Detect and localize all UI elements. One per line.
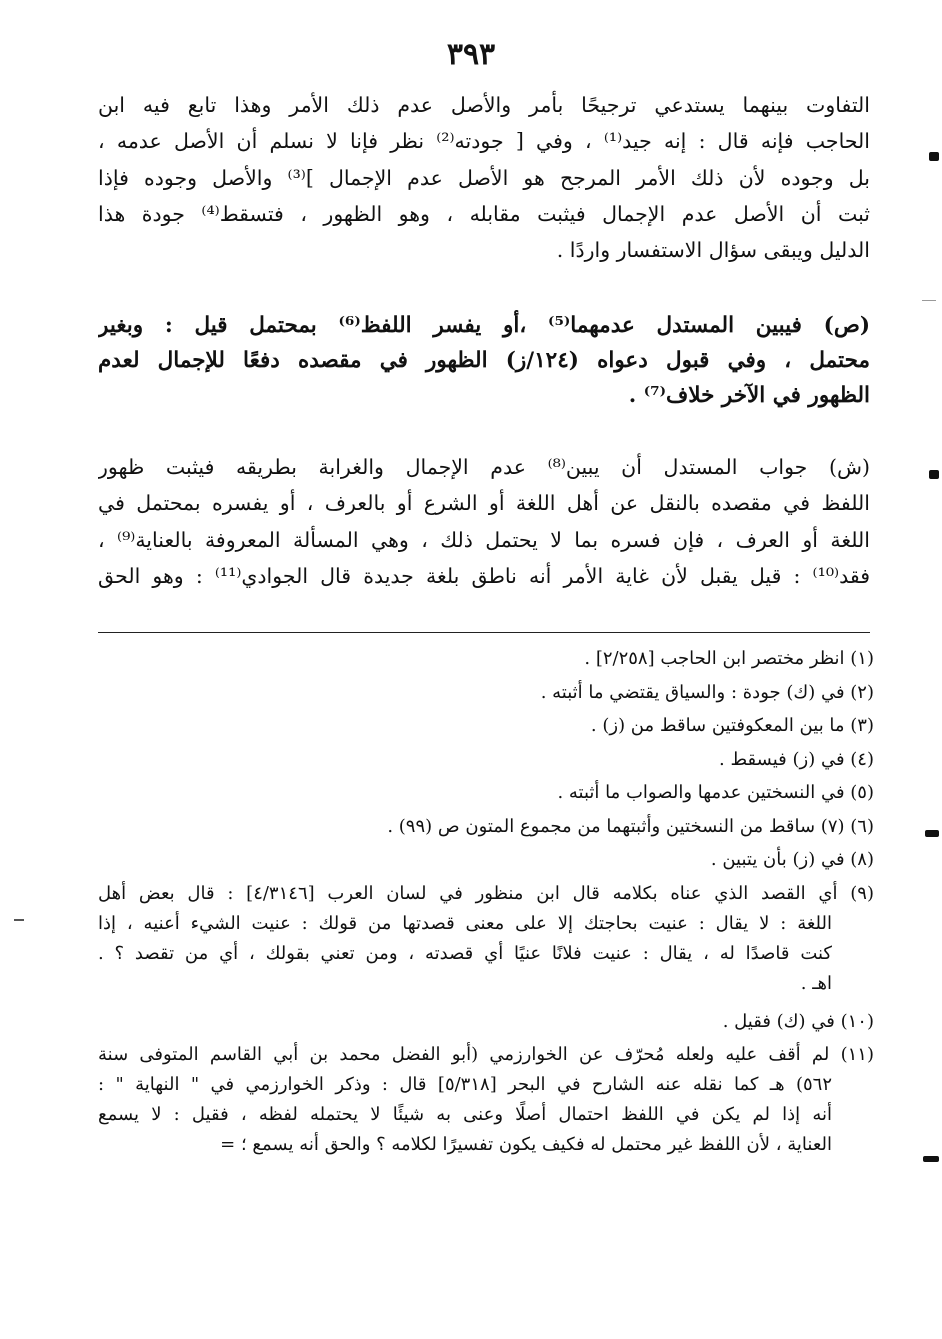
margin-tick [922, 300, 936, 301]
margin-mark [929, 152, 939, 161]
footnote-line: (٩) أي القصد الذي عناه بكلامه قال ابن منظور في لسان العرب [٤/٣١٤٦] : قال بعض أهل [98, 882, 874, 904]
footnote-line: أنه إذا لم يكن في اللفظ احتمال أصلًا وعنى به شيئًا لا يحتمله لفظه ، فقيل : لا يسمع [98, 1104, 832, 1125]
footnote-5 [98, 778, 874, 812]
footnote-line: (٣) ما بين المعكوفتين ساقط من (ز) . [590, 715, 874, 736]
footnote-3 [98, 711, 874, 745]
paragraph-2-matn [98, 308, 870, 413]
text-line: (ش) جواب المستدل أن يبين⁽⁸⁾ عدم الإجمال والغرابة بطريقه فيثبت ظهور [98, 455, 870, 479]
footnote-9 [98, 879, 874, 999]
footnote-line: (٢) في (ك) جودة : والسياق يقتضي ما أثبته . [540, 681, 874, 703]
paragraph-1 [98, 87, 870, 268]
text-line: (ص) فيبين المستدل عدمهما⁽⁵⁾ ،أو يفسر اللفظ⁽⁶⁾ بمحتمل قيل : وبغير [98, 313, 870, 338]
footnote-line: (٦) (٧) ساقط من النسختين وأثبتهما من مجموع المتون ص (٩٩) . [387, 815, 874, 837]
footnote-8 [98, 845, 874, 879]
margin-mark [923, 1156, 939, 1162]
paragraph-3-sharh [98, 449, 870, 594]
margin-tick [14, 919, 24, 921]
footnote-10 [98, 1007, 874, 1041]
text-line: بل وجوده لأن ذلك الأمر المرجح هو الأصل عدم الإجمال ]⁽³⁾ والأصل وجوده فإذا [98, 165, 870, 190]
footnote-line: (١١) لم أقف عليه ولعله مُحرّف عن الخوارزمي (أبو الفضل محمد بن أبي القاسم المتوفى سنة [98, 1044, 874, 1065]
footnote-line: (١) انظر مختصر ابن الحاجب [٢/٢٥٨] . [584, 648, 874, 669]
text-line: الدليل ويبقى سؤال الاستفسار واردًا . [556, 238, 870, 263]
footnote-line: كنت قاصدًا له ، يقال : عنيت فلانًا عنيًا أي قصدته ، ومن تعني بقولك ، أي من تقصد ؟ . [98, 942, 832, 964]
text-line: اللغة أو العرف ، فإن فسره بما لا يحتمل ذلك ، وهي المسألة المعروفة بالعناية⁽⁹⁾ ، [98, 527, 870, 552]
footnote-line: العناية ، لأن اللفظ غير محتمل له فكيف يكون تفسيرًا لكلامه ؟ والحق أنه يسمع ؛ = [220, 1134, 832, 1155]
footnote-line: (٨) في (ز) بأن يتبين . [710, 849, 874, 870]
footnote-6-7 [98, 812, 874, 846]
text-line: الحاجب فإنه قال : إنه جيد⁽¹⁾ ، وفي [ جودته⁽²⁾ نظر فإنا لا نسلم أن الأصل عدمه ، [98, 129, 870, 154]
text-line: التفاوت بينهما يستدعي ترجيحًا بأمر والأصل عدم ذلك الأمر وهذا تابع فيه ابن [98, 93, 870, 117]
text-line: اللفظ في مقصده بالنقل عن أهل اللغة أو الشرع أو بالعرف ، أو يفسره بمحتمل في [98, 491, 870, 516]
margin-mark [929, 470, 939, 479]
margin-mark [925, 830, 939, 837]
page-number: ٣٩٣ [446, 37, 496, 72]
footnote-separator [98, 632, 870, 633]
footnote-line: اللغة : لا يقال : عنيت بحاجتك إلا على معنى قصدتها من قولك : عنيت الشيء أعنيه ، إذا [98, 912, 832, 934]
footnote-11 [98, 1040, 874, 1160]
text-line: محتمل ، وفي قبول دعواه (١٢٤/ز) الظهور في مقصده دفعًا للإجمال لعدم [98, 348, 870, 373]
footnote-line: (٤) في (ز) فيسقط . [719, 748, 874, 770]
text-line: فقد⁽¹⁰⁾ : قيل يقبل لأن غاية الأمر أنه ناطق بلغة جديدة قال الجوادي⁽¹¹⁾ : وهو الحق [98, 563, 870, 588]
footnote-line: ٥٦٢) هـ كما نقله عنه الشارح في البحر [٥/٣١٨] قال : وذكر الخوارزمي في " النهاية " : [98, 1074, 832, 1095]
text-line: ثبت أن الأصل عدم الإجمال فيثبت مقابله ، وهو الظهور ، فتسقط⁽⁴⁾ جودة هذا [98, 201, 870, 226]
text-line: الظهور في الآخر خلاف⁽⁷⁾ . [628, 383, 870, 408]
footnote-2 [98, 678, 874, 712]
footnote-1 [98, 644, 874, 678]
footnote-4 [98, 745, 874, 779]
footnote-line: (٥) في النسختين عدمها والصواب ما أثبته . [557, 782, 874, 803]
footnote-line: (١٠) في (ك) فقيل . [722, 1010, 874, 1032]
footnote-line: اهـ . [800, 972, 832, 994]
footnotes [98, 644, 874, 1168]
